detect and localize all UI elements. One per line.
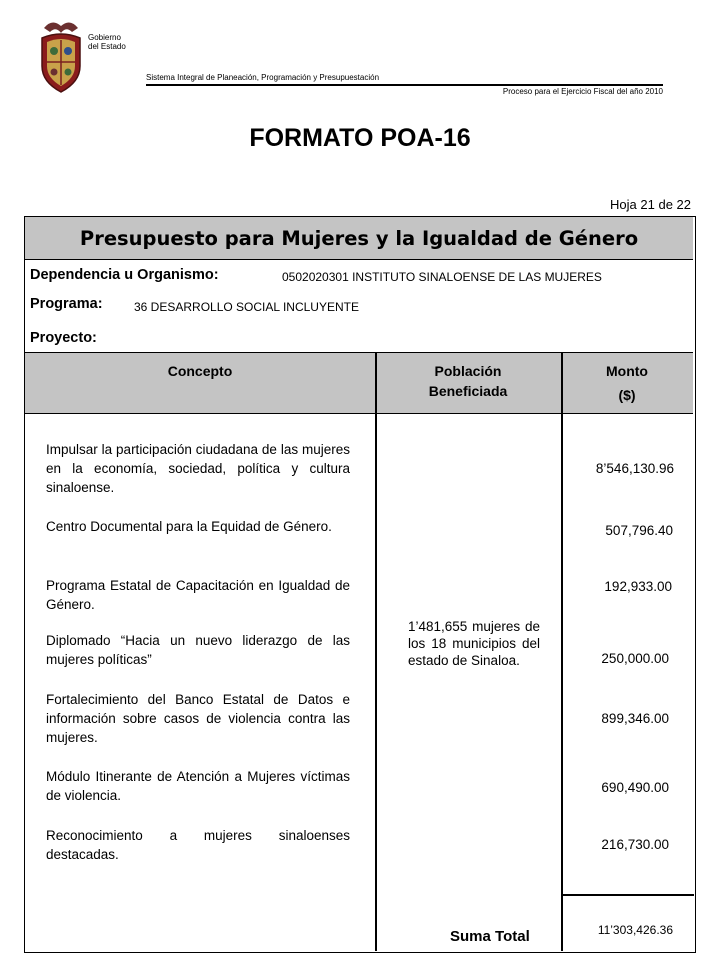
page-indicator: Hoja 21 de 22	[610, 197, 691, 212]
state-coat-of-arms-icon	[36, 16, 86, 96]
suma-total-label: Suma Total	[450, 928, 530, 945]
system-name: Sistema Integral de Planeación, Programación y Presupuestación	[146, 73, 380, 82]
poblacion-header-line2: Beneficiada	[428, 383, 508, 399]
table-title: Presupuesto para Mujeres y la Igualdad de Género	[25, 217, 693, 260]
header-divider	[146, 84, 663, 86]
monto-header-line1: Monto	[606, 363, 648, 379]
column-header-concepto: Concepto	[167, 363, 233, 379]
proyecto-label: Proyecto:	[30, 330, 97, 346]
gobierno-line2: del Estado	[88, 42, 126, 51]
monto-value: 690,490.00	[601, 780, 669, 795]
monto-value: 507,796.40	[605, 523, 673, 538]
column-divider	[375, 352, 377, 951]
concepto-item: Reconocimiento a mujeres sinaloenses destacadas.	[46, 828, 350, 862]
column-header-monto	[561, 361, 693, 405]
dependencia-value: 0502020301 INSTITUTO SINALOENSE DE LAS MUJERES	[282, 270, 602, 284]
monto-header-line2: ($)	[618, 387, 636, 403]
monto-value: 192,933.00	[604, 579, 672, 594]
monto-value: 8’546,130.96	[595, 461, 674, 476]
format-title: FORMATO POA-16	[249, 124, 471, 152]
fiscal-process-label: Proceso para el Ejercicio Fiscal del año 2010	[502, 87, 663, 96]
table-header-row	[25, 352, 693, 414]
monto-value: 250,000.00	[601, 651, 669, 666]
dependencia-label: Dependencia u Organismo:	[30, 267, 219, 283]
concepto-item: Impulsar la participación ciudadana de las mujeres en la economía, sociedad, política y cultura sinaloense.	[46, 442, 350, 495]
column-header-poblacion	[375, 361, 561, 401]
monto-value: 899,346.00	[601, 711, 669, 726]
gobierno-line1: Gobierno	[88, 33, 121, 42]
monto-value: 216,730.00	[601, 837, 669, 852]
gobierno-label	[88, 33, 126, 51]
concepto-item: Programa Estatal de Capacitación en Igualdad de Género.	[46, 578, 350, 612]
concepto-item: Centro Documental para la Equidad de Género.	[46, 519, 332, 534]
programa-label: Programa:	[30, 296, 103, 312]
poblacion-beneficiada: 1’481,655 mujeres de los 18 municipios del estado de Sinaloa.	[408, 619, 540, 668]
suma-total-value: 11’303,426.36	[597, 923, 673, 937]
poblacion-header-line1: Población	[434, 363, 502, 379]
programa-value: 36 DESARROLLO SOCIAL INCLUYENTE	[134, 300, 359, 314]
concepto-item: Fortalecimiento del Banco Estatal de Datos e información sobre casos de violencia contra las mujeres.	[46, 692, 350, 745]
concepto-item: Módulo Itinerante de Atención a Mujeres víctimas de violencia.	[46, 769, 350, 803]
concepto-item: Diplomado “Hacia un nuevo liderazgo de las mujeres políticas”	[46, 633, 350, 667]
total-divider	[561, 894, 694, 896]
